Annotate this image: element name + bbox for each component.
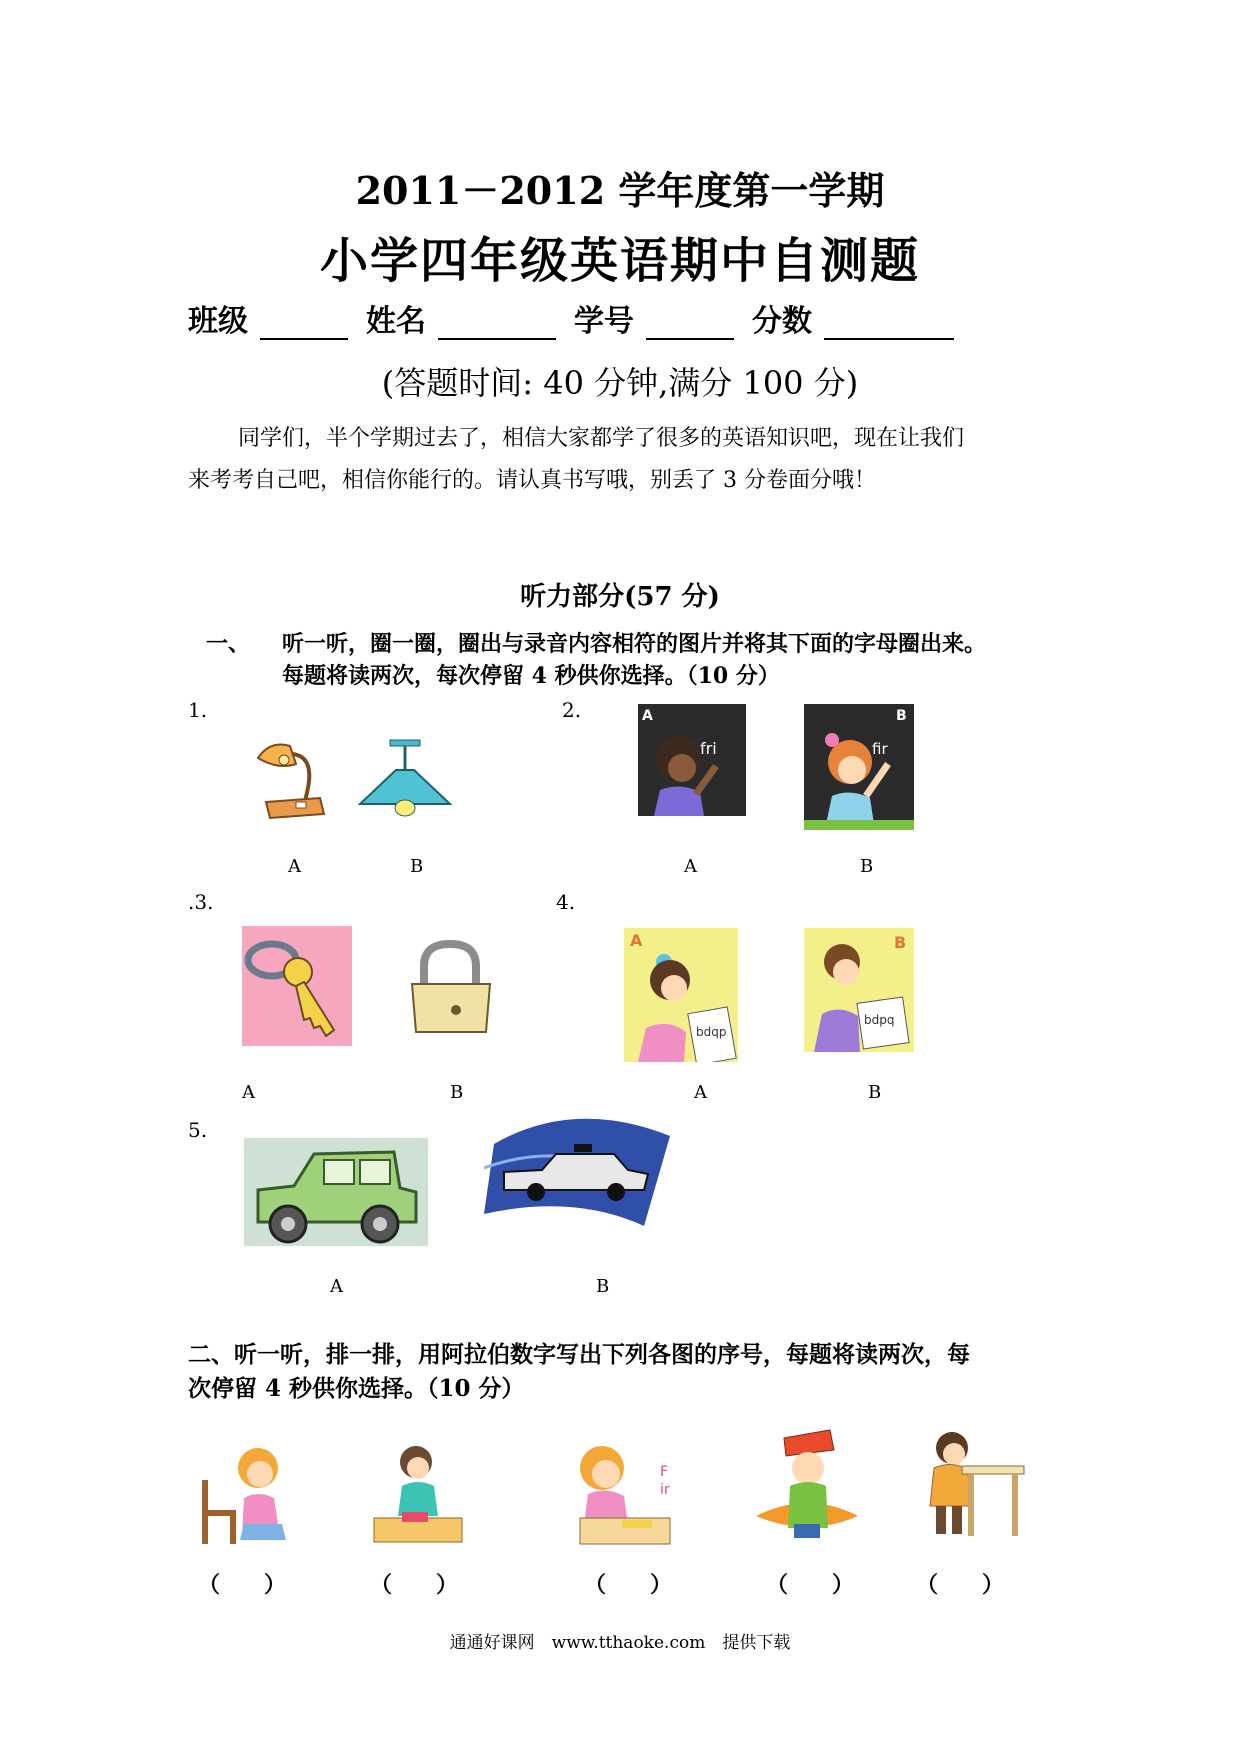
question-4-option-a[interactable]: A bbox=[694, 1082, 707, 1103]
svg-text:fri: fri bbox=[700, 739, 717, 758]
boy-writing-board-picture[interactable] bbox=[638, 704, 746, 816]
part2-instructions bbox=[188, 1338, 1068, 1406]
student-info-row bbox=[188, 296, 972, 340]
question-4-option-b[interactable]: B bbox=[868, 1082, 882, 1103]
question-2-option-a[interactable]: A bbox=[684, 856, 697, 877]
ceiling-lamp-picture[interactable] bbox=[356, 738, 454, 822]
part1-instruction-line2: 每题将读两次，每次停留 4 秒供你选择。（10 分） bbox=[282, 663, 780, 689]
svg-text:B: B bbox=[896, 708, 907, 724]
part2-instruction-line2: 次停留 4 秒供你选择。（10 分） bbox=[188, 1375, 525, 1402]
part1-instructions bbox=[206, 628, 1086, 692]
girl-writing-board-picture[interactable] bbox=[804, 704, 914, 830]
question-5-number: 5. bbox=[188, 1118, 208, 1142]
padlock-picture[interactable] bbox=[398, 936, 504, 1044]
question-3-option-b[interactable]: B bbox=[450, 1082, 464, 1103]
question-4-number: 4. bbox=[556, 890, 576, 914]
intro-line-2: 来考考自己吧，相信你能行的。请认真书写哦，别丢了 3 分卷面分哦！ bbox=[188, 468, 876, 493]
taxi-picture[interactable] bbox=[484, 1098, 670, 1240]
jeep-picture[interactable] bbox=[244, 1138, 428, 1246]
answer-blank-1[interactable]: （ ） bbox=[198, 1572, 287, 1598]
answer-blank-4[interactable]: （ ） bbox=[766, 1572, 855, 1598]
question-2-number: 2. bbox=[562, 698, 582, 722]
student-number-blank[interactable] bbox=[646, 308, 734, 340]
name-blank[interactable] bbox=[438, 308, 556, 340]
footer-credit: 通通好课网 www.tthaoke.com 提供下载 bbox=[449, 1633, 791, 1653]
listening-section-title: 听力部分(57 分) bbox=[520, 582, 720, 612]
key-picture[interactable] bbox=[242, 926, 352, 1046]
question-1-number: 1. bbox=[188, 698, 208, 722]
girl-at-desk-picture[interactable] bbox=[366, 1440, 468, 1548]
desk-lamp-picture[interactable] bbox=[244, 736, 336, 822]
part2-instruction-line1: 二、听一听，排一排，用阿拉伯数字写出下列各图的序号，每题将读两次，每 bbox=[188, 1341, 970, 1368]
girl-by-chair-picture[interactable] bbox=[196, 1440, 300, 1554]
svg-text:bdqp: bdqp bbox=[696, 1025, 727, 1039]
question-5-option-a[interactable]: A bbox=[330, 1276, 343, 1297]
boy-by-table-picture[interactable] bbox=[906, 1422, 1026, 1544]
girl-writing-paper-picture[interactable] bbox=[624, 928, 738, 1062]
boy-with-hat-picture[interactable] bbox=[752, 1420, 862, 1544]
exam-year-title: 2011－2012 学年度第一学期 bbox=[355, 168, 885, 213]
answer-blank-5[interactable]: （ ） bbox=[916, 1572, 1005, 1598]
class-label: 班级 bbox=[188, 304, 248, 339]
intro-line-1: 同学们，半个学期过去了，相信大家都学了很多的英语知识吧，现在让我们 bbox=[238, 426, 965, 451]
part1-number: 一、 bbox=[206, 631, 251, 657]
girl-at-board-picture[interactable] bbox=[566, 1432, 674, 1548]
student-number-label: 学号 bbox=[574, 304, 634, 339]
time-note: (答题时间: 40 分钟,满分 100 分) bbox=[381, 364, 859, 402]
score-label: 分数 bbox=[752, 304, 812, 339]
svg-text:bdpq: bdpq bbox=[864, 1013, 895, 1027]
svg-text:fir: fir bbox=[872, 740, 888, 758]
question-5-option-b[interactable]: B bbox=[596, 1276, 610, 1297]
svg-text:B: B bbox=[894, 933, 907, 952]
part1-instruction-line1: 听一听，圈一圈，圈出与录音内容相符的图片并将其下面的字母圈出来。 bbox=[282, 631, 987, 657]
exam-title: 小学四年级英语期中自测题 bbox=[319, 233, 920, 289]
boy-writing-paper-picture[interactable] bbox=[804, 928, 914, 1052]
svg-text:A: A bbox=[642, 708, 653, 724]
svg-text:ir: ir bbox=[660, 1482, 670, 1498]
question-2-option-b[interactable]: B bbox=[860, 856, 874, 877]
answer-blank-2[interactable]: （ ） bbox=[370, 1572, 459, 1598]
name-label: 姓名 bbox=[366, 304, 426, 339]
score-blank[interactable] bbox=[824, 308, 954, 340]
svg-text:A: A bbox=[630, 931, 643, 950]
question-1-option-a[interactable]: A bbox=[288, 856, 301, 877]
question-3-number: .3. bbox=[188, 890, 214, 914]
answer-blank-3[interactable]: （ ） bbox=[584, 1572, 673, 1598]
question-3-option-a[interactable]: A bbox=[242, 1082, 255, 1103]
intro-paragraph bbox=[188, 418, 1068, 502]
class-blank[interactable] bbox=[260, 308, 348, 340]
question-1-option-b[interactable]: B bbox=[410, 856, 424, 877]
svg-text:F: F bbox=[660, 1464, 669, 1480]
